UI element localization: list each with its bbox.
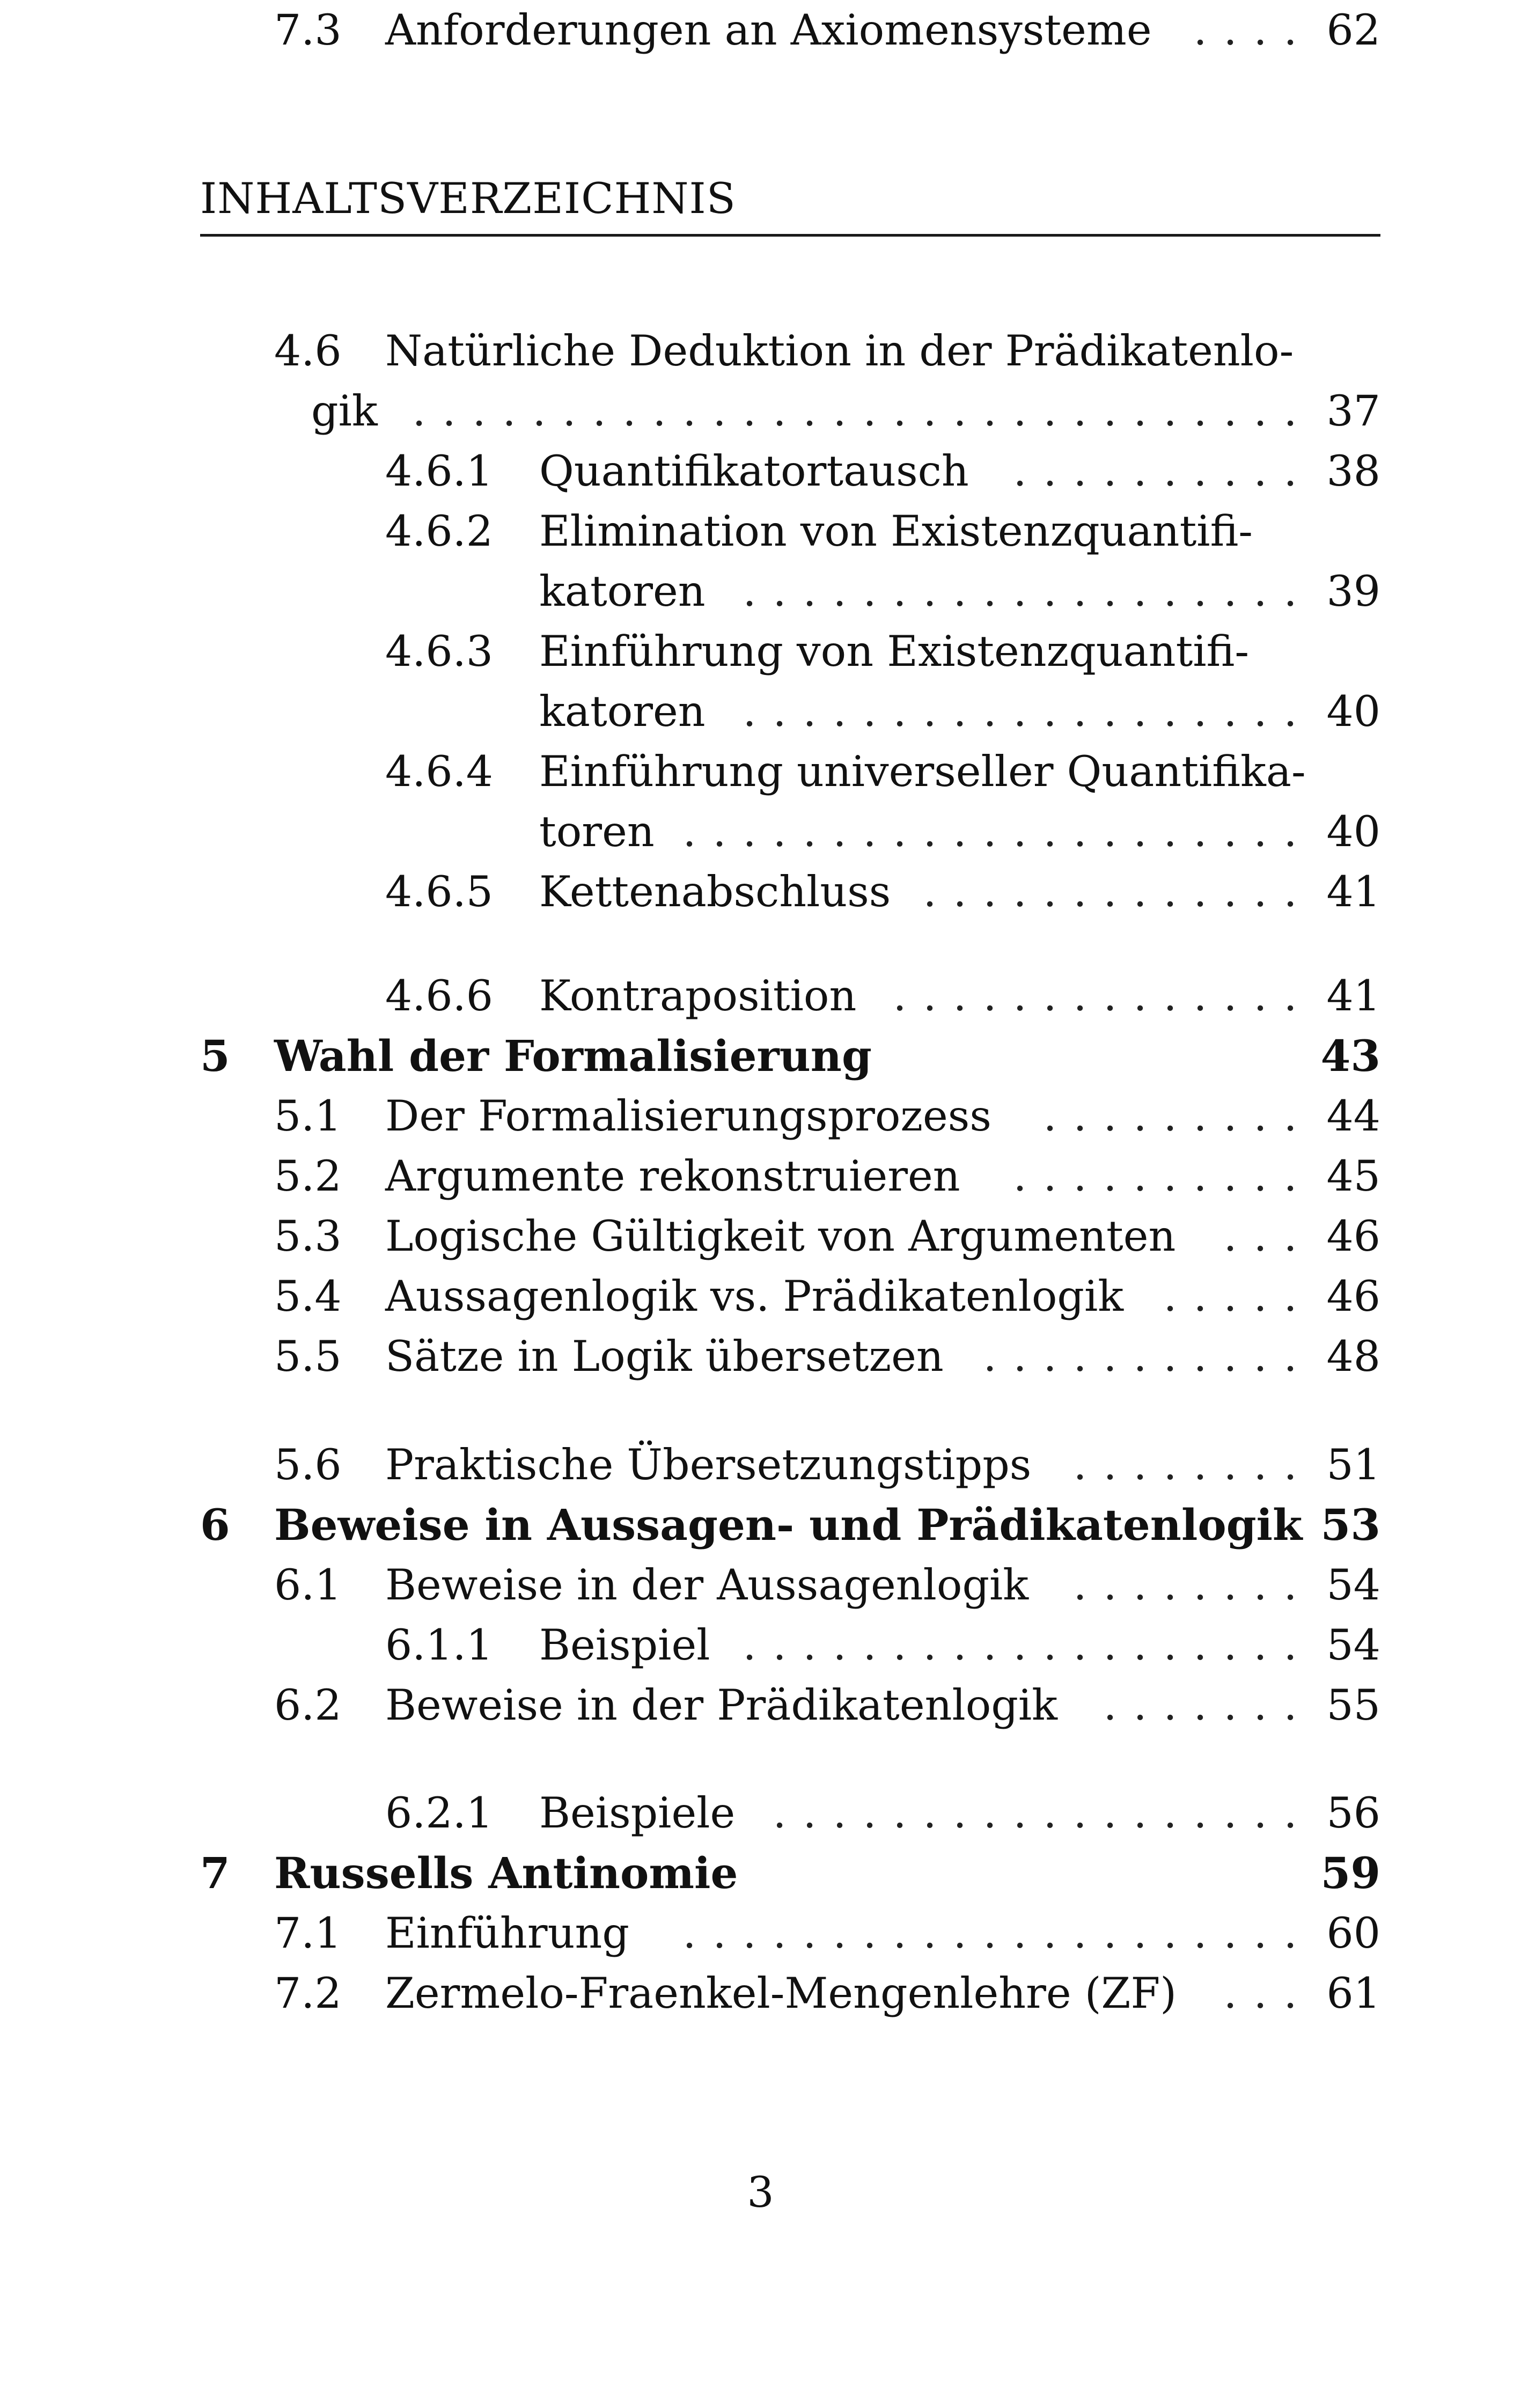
- toc-entry-title-continuation: toren: [539, 807, 655, 856]
- toc-entry-title: Beweise in der Aussagenlogik: [385, 1560, 1029, 1610]
- toc-entry-title: Argumente rekonstruieren: [385, 1151, 960, 1201]
- toc-section-entry[interactable]: [200, 1963, 1380, 2023]
- toc-section-entry[interactable]: [200, 1326, 1380, 1386]
- toc-entry-page: 51: [1326, 1440, 1380, 1489]
- toc-entry-title-continuation: katoren: [539, 567, 706, 616]
- toc-entry-title: Sätze in Logik übersetzen: [385, 1332, 944, 1381]
- toc-entry-number: 4.6.5: [385, 867, 494, 916]
- toc-entry-number: 7.1: [274, 1908, 342, 1958]
- toc-section-entry[interactable]: [200, 321, 1380, 381]
- toc-chapter-entry[interactable]: [200, 1495, 1380, 1555]
- toc-entry-continuation[interactable]: [200, 381, 1380, 441]
- leader-dots: . . . . . . . . . . . . . . . . . . . . . . . . . . . . . .: [412, 386, 1297, 436]
- toc-subsection-entry[interactable]: [200, 862, 1380, 922]
- toc-entry-page: 41: [1326, 971, 1380, 1021]
- toc-entry-number: 7.3: [274, 5, 342, 55]
- toc-subsection-entry[interactable]: [200, 441, 1380, 501]
- leader-dots: . . . . . . . .: [1073, 1440, 1297, 1489]
- toc-subsection-entry[interactable]: [200, 1783, 1380, 1843]
- toc-entry-page: 60: [1326, 1908, 1380, 1958]
- toc-entry-number: 6.1: [274, 1560, 342, 1610]
- toc-entry-number: 6.1.1: [385, 1620, 494, 1670]
- toc-section-entry[interactable]: [200, 1146, 1380, 1206]
- toc-section-entry[interactable]: [200, 0, 1380, 60]
- page-number: 3: [747, 2168, 774, 2217]
- toc-entry-page: 46: [1326, 1272, 1380, 1321]
- toc-entry-page: 55: [1326, 1680, 1380, 1730]
- toc-entry-page: 40: [1326, 807, 1380, 856]
- toc-entry-title: Der Formalisierungsprozess: [385, 1091, 991, 1141]
- toc-entry-page: 39: [1326, 567, 1380, 616]
- toc-entry-title: Elimination von Existenzquantifi-: [539, 506, 1253, 556]
- toc-subsection-entry[interactable]: [200, 621, 1380, 681]
- toc-entry-title: Einführung: [385, 1908, 629, 1958]
- toc-entry-title: Natürliche Deduktion in der Prädikatenlo-: [385, 326, 1294, 376]
- toc-entry-title: Anforderungen an Axiomensysteme: [385, 5, 1152, 55]
- toc-entry-number: 5.4: [274, 1272, 342, 1321]
- leader-dots: . . .: [1223, 1212, 1297, 1261]
- leader-dots: . . .: [1223, 1969, 1297, 2018]
- toc-entry-page: 62: [1326, 5, 1380, 55]
- toc-entry-number: 4.6: [274, 326, 342, 376]
- toc-entry-page: 61: [1326, 1969, 1380, 2018]
- toc-entry-number: 4.6.1: [385, 446, 494, 496]
- toc-section-entry[interactable]: [200, 1903, 1380, 1963]
- toc-entry-number: 6: [200, 1500, 230, 1550]
- leader-dots: . . . . . . . . . . . . . . . . . . .: [743, 687, 1297, 736]
- toc-entry-title: Wahl der Formalisierung: [274, 1031, 872, 1081]
- leader-dots: . . . . . . . . . . . . . . . . . . .: [743, 1620, 1297, 1670]
- toc-section-entry[interactable]: [200, 1086, 1380, 1146]
- leader-dots: . . . . . . . . .: [1043, 1091, 1297, 1141]
- leader-dots: . . . . . . . . . .: [1013, 1151, 1297, 1201]
- toc-entry-page: 43: [1320, 1031, 1380, 1081]
- toc-section-entry[interactable]: [200, 1266, 1380, 1326]
- toc-section-entry[interactable]: [200, 1555, 1380, 1615]
- toc-section-entry[interactable]: [200, 1435, 1380, 1495]
- toc-entry-page: 41: [1326, 867, 1380, 916]
- toc-entry-number: 5.3: [274, 1212, 342, 1261]
- toc-entry-continuation[interactable]: [200, 561, 1380, 621]
- leader-dots: . . . . . . . . . . . . . . . . . . . . .: [682, 1908, 1297, 1958]
- toc-entry-number: 4.6.4: [385, 747, 494, 796]
- toc-entry-page: 40: [1326, 687, 1380, 736]
- running-header-title: INHALTSVERZEICHNIS: [200, 174, 736, 223]
- toc-entry-page: 59: [1320, 1848, 1380, 1898]
- toc-entry-page: 56: [1326, 1788, 1380, 1838]
- toc-entry-page: 48: [1326, 1332, 1380, 1381]
- leader-dots: . . . . . . . . . . . . . . . . . . .: [743, 567, 1297, 616]
- toc-entry-title: Einführung universeller Quantifika-: [539, 747, 1306, 796]
- toc-entry-number: 5: [200, 1031, 230, 1081]
- toc-entry-title: Beweise in Aussagen- und Prädikatenlogik: [274, 1500, 1303, 1550]
- toc-entry-number: 7: [200, 1848, 230, 1898]
- toc-entry-title-continuation: gik: [311, 386, 378, 436]
- toc-entry-number: 4.6.3: [385, 627, 494, 676]
- toc-chapter-entry[interactable]: [200, 1026, 1380, 1086]
- toc-entry-title: Kettenabschluss: [539, 867, 891, 916]
- running-header: [200, 171, 1380, 237]
- leader-dots: . . . . . . . . . . . . . . . . . . . . .: [682, 807, 1297, 856]
- leader-dots: . . . . . . .: [1103, 1680, 1297, 1730]
- toc-entry-number: 5.1: [274, 1091, 342, 1141]
- toc-entry-page: 54: [1326, 1560, 1380, 1610]
- leader-dots: . . . . . . . .: [1073, 1560, 1297, 1610]
- toc-entry-title: Beispiel: [539, 1620, 710, 1670]
- leader-dots: . . . . . . . . . . . . .: [923, 867, 1297, 916]
- toc-section-entry[interactable]: [200, 1675, 1380, 1735]
- toc-subsection-entry[interactable]: [200, 501, 1380, 561]
- toc-entry-title: Logische Gültigkeit von Argumenten: [385, 1212, 1176, 1261]
- toc-entry-title: Aussagenlogik vs. Prädikatenlogik: [385, 1272, 1124, 1321]
- toc-entry-title: Einführung von Existenzquantifi-: [539, 627, 1250, 676]
- toc-entry-title-continuation: katoren: [539, 687, 706, 736]
- toc-entry-page: 45: [1326, 1151, 1380, 1201]
- leader-dots: . . . .: [1193, 5, 1297, 55]
- toc-entry-page: 53: [1320, 1500, 1380, 1550]
- toc-entry-title: Beweise in der Prädikatenlogik: [385, 1680, 1058, 1730]
- toc-subsection-entry[interactable]: [200, 1615, 1380, 1675]
- toc-entry-page: 38: [1326, 446, 1380, 496]
- toc-entry-title: Zermelo-Fraenkel-Mengenlehre (ZF): [385, 1969, 1177, 2018]
- toc-entry-title: Quantifikatortausch: [539, 446, 969, 496]
- leader-dots: . . . . . . . . . .: [1013, 446, 1297, 496]
- toc-entry-page: 54: [1326, 1620, 1380, 1670]
- toc-entry-number: 5.2: [274, 1151, 342, 1201]
- toc-entry-title: Beispiele: [539, 1788, 736, 1838]
- leader-dots: . . . . .: [1163, 1272, 1297, 1321]
- toc-entry-number: 5.6: [274, 1440, 342, 1489]
- toc-entry-title: Kontraposition: [539, 971, 857, 1021]
- toc-entry-title: Russells Antinomie: [274, 1848, 738, 1898]
- toc-entry-number: 4.6.6: [385, 971, 494, 1021]
- toc-entry-title: Praktische Übersetzungstipps: [385, 1440, 1032, 1489]
- toc-subsection-entry[interactable]: [200, 742, 1380, 802]
- toc-entry-number: 4.6.2: [385, 506, 494, 556]
- toc-subsection-entry[interactable]: [200, 966, 1380, 1026]
- toc-chapter-entry[interactable]: [200, 1843, 1380, 1903]
- toc-entry-continuation[interactable]: [200, 681, 1380, 742]
- leader-dots: . . . . . . . . . . .: [983, 1332, 1297, 1381]
- leader-dots: . . . . . . . . . . . . . .: [893, 971, 1297, 1021]
- toc-section-entry[interactable]: [200, 1206, 1380, 1266]
- toc-entry-page: 37: [1326, 386, 1380, 436]
- toc-entry-number: 5.5: [274, 1332, 342, 1381]
- toc-entry-number: 6.2: [274, 1680, 342, 1730]
- toc-entry-number: 7.2: [274, 1969, 342, 2018]
- toc-entry-continuation[interactable]: [200, 802, 1380, 862]
- toc-entry-number: 6.2.1: [385, 1788, 494, 1838]
- toc-entry-page: 46: [1326, 1212, 1380, 1261]
- leader-dots: . . . . . . . . . . . . . . . . . .: [773, 1788, 1297, 1838]
- toc-entry-page: 44: [1326, 1091, 1380, 1141]
